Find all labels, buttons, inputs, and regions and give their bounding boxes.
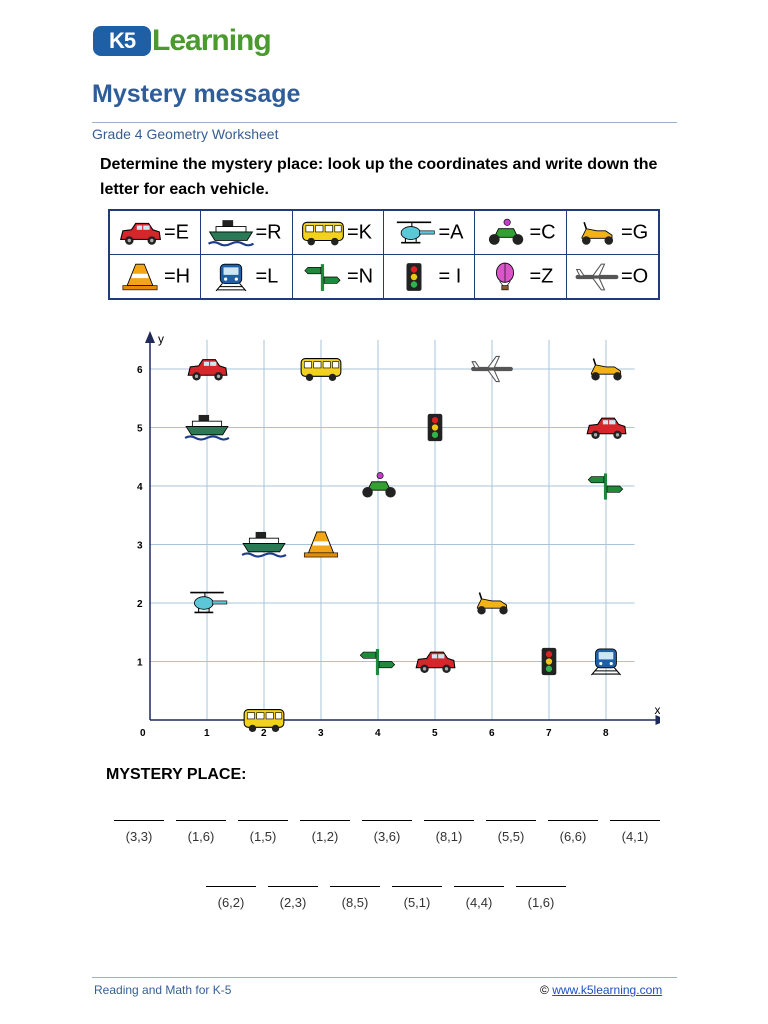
answer-line[interactable] (548, 798, 598, 821)
x-tick-label: 4 (375, 728, 381, 739)
answer-line[interactable] (362, 798, 412, 821)
y-tick-label: 4 (137, 482, 143, 493)
page-title: Mystery message (92, 80, 301, 108)
legend-cell (292, 255, 383, 300)
ship-icon (207, 221, 255, 243)
legend-cell (384, 255, 475, 300)
copyright-symbol: © (540, 983, 549, 997)
coordinate-label: (8,5) (341, 895, 369, 910)
answer-line[interactable] (392, 864, 442, 887)
legend-letter: =C (529, 221, 556, 243)
y-tick-label: 1 (137, 657, 143, 669)
logo-wordmark: Learning (152, 24, 271, 57)
legend-cell (475, 255, 566, 300)
legend-row (109, 210, 659, 255)
legend-letter: =A (438, 221, 464, 243)
helicopter-icon (390, 221, 438, 243)
y-axis-arrow (145, 331, 155, 343)
signpost-icon (360, 649, 395, 675)
coordinate-label: (4,4) (465, 895, 493, 910)
legend-cell (201, 210, 292, 255)
answer-line[interactable] (238, 798, 288, 821)
answer-blank[interactable] (170, 798, 232, 844)
legend-cell (109, 255, 201, 300)
traffic-light-icon (428, 414, 443, 441)
answer-blank[interactable] (480, 798, 542, 844)
legend-cell (109, 210, 201, 255)
x-tick-label: 8 (603, 728, 609, 739)
x-tick-label: 7 (546, 728, 552, 739)
legend-letter: =G (620, 221, 649, 243)
x-tick-label: 2 (261, 728, 267, 739)
answer-blank[interactable] (200, 864, 262, 910)
answer-line[interactable] (454, 864, 504, 887)
answer-blank[interactable] (262, 864, 324, 910)
header-divider (92, 122, 677, 123)
answer-blank[interactable] (108, 798, 170, 844)
answer-line[interactable] (330, 864, 380, 887)
coordinate-label: (6,6) (559, 829, 587, 844)
coordinate-label: (3,3) (125, 829, 153, 844)
coordinate-grid (100, 325, 660, 745)
legend-letter: =L (255, 265, 279, 287)
y-tick-label: 3 (137, 540, 143, 552)
answer-blank[interactable] (542, 798, 604, 844)
coordinate-label: (3,6) (373, 829, 401, 844)
answer-line[interactable] (486, 798, 536, 821)
x-axis-label: x (654, 703, 660, 717)
x-tick-label: 0 (140, 728, 146, 739)
coordinate-label: (1,2) (311, 829, 339, 844)
coordinate-label: (5,1) (403, 895, 431, 910)
car-icon (416, 652, 455, 673)
helicopter-icon (190, 593, 227, 613)
coordinate-label: (1,6) (187, 829, 215, 844)
motorbike-icon (362, 472, 395, 497)
scooter-icon (591, 359, 621, 381)
answer-line[interactable] (114, 798, 164, 821)
train-icon (207, 265, 255, 287)
answer-blank[interactable] (604, 798, 666, 844)
mystery-place-label: MYSTERY PLACE: (106, 766, 247, 783)
legend-cell (384, 210, 475, 255)
answer-line[interactable] (300, 798, 350, 821)
answer-row-1 (108, 798, 666, 844)
website-link[interactable]: www.k5learning.com (552, 983, 663, 997)
legend-letter: =H (164, 265, 191, 287)
bus-icon (299, 221, 347, 243)
legend-letter: =Z (529, 265, 554, 287)
scooter-icon (573, 221, 621, 243)
answer-blank[interactable] (418, 798, 480, 844)
signpost-icon (588, 473, 623, 499)
car-icon (188, 360, 227, 381)
legend-letter: =N (346, 265, 374, 287)
x-tick-label: 1 (204, 728, 210, 739)
answer-line[interactable] (610, 798, 660, 821)
page-subtitle: Grade 4 Geometry Worksheet (92, 126, 279, 142)
legend-cell (201, 255, 292, 300)
train-icon (591, 649, 620, 675)
legend-cell (566, 210, 659, 255)
coordinate-label: (6,2) (217, 895, 245, 910)
footer-divider (92, 977, 677, 978)
y-tick-label: 2 (137, 599, 143, 610)
legend-row (109, 255, 659, 300)
legend-letter: =E (164, 221, 190, 243)
car-icon (587, 418, 626, 439)
answer-blank[interactable] (448, 864, 510, 910)
airplane-icon (573, 265, 621, 287)
y-tick-label: 6 (137, 365, 143, 376)
traffic-light-icon (542, 648, 557, 675)
answer-line[interactable] (424, 798, 474, 821)
y-axis-label: y (158, 332, 164, 346)
coordinate-label: (2,3) (279, 895, 307, 910)
legend-letter: =K (346, 221, 372, 243)
signpost-icon (299, 265, 347, 287)
answer-line[interactable] (176, 798, 226, 821)
answer-blank[interactable] (294, 798, 356, 844)
coordinate-label: (1,5) (249, 829, 277, 844)
answer-row-2 (200, 864, 572, 910)
legend-cell (292, 210, 383, 255)
legend-letter: =R (255, 221, 282, 243)
answer-blank[interactable] (356, 798, 418, 844)
legend-table (108, 209, 660, 300)
answer-blank[interactable] (232, 798, 294, 844)
coordinate-label: (5,5) (497, 829, 525, 844)
balloon-icon (481, 265, 529, 287)
answer-line[interactable] (206, 864, 256, 887)
instructions: Determine the mystery place: look up the coordinates and write down the letter for each vehicle. (100, 156, 658, 198)
answer-line[interactable] (268, 864, 318, 887)
coordinate-label: (4,1) (621, 829, 649, 844)
traffic-light-icon (390, 265, 438, 287)
motorbike-icon (481, 221, 529, 243)
footer-credit (540, 983, 662, 997)
x-tick-label: 3 (318, 728, 324, 739)
car-icon (116, 221, 164, 243)
legend-cell (566, 255, 659, 300)
legend-letter: =O (620, 265, 649, 287)
answer-blank[interactable] (510, 864, 572, 910)
answer-blank[interactable] (324, 864, 386, 910)
airplane-icon (472, 356, 511, 381)
coordinate-label: (8,1) (435, 829, 463, 844)
answer-blank[interactable] (386, 864, 448, 910)
footer-tagline: Reading and Math for K-5 (94, 983, 232, 997)
answer-line[interactable] (516, 864, 566, 887)
x-tick-label: 5 (432, 728, 438, 739)
y-tick-label: 5 (137, 423, 143, 435)
x-tick-label: 6 (489, 728, 495, 739)
scooter-icon (477, 593, 507, 615)
traffic-cone-icon (116, 265, 164, 287)
legend-cell (475, 210, 566, 255)
coordinate-label: (1,6) (527, 895, 555, 910)
legend-letter: = I (438, 265, 462, 287)
logo-k5-badge: K5 (93, 26, 151, 56)
